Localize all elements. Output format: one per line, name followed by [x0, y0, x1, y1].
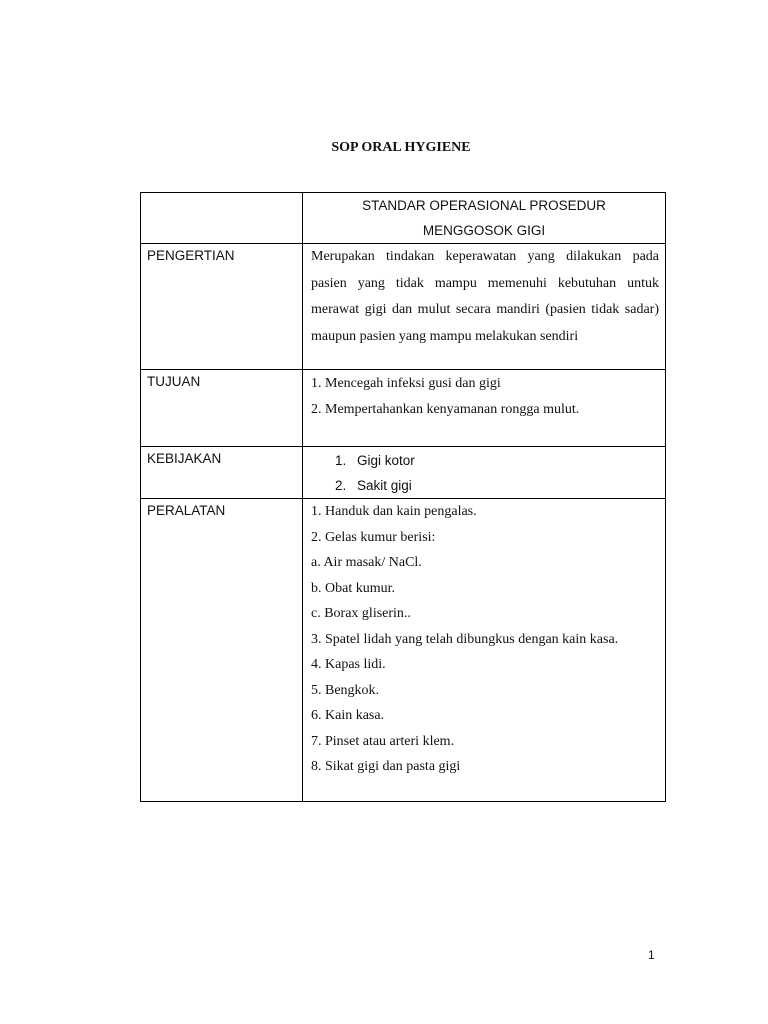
- peralatan-item: 7. Pinset atau arteri klem.: [311, 733, 455, 749]
- header-line-1: STANDAR OPERASIONAL PROSEDUR: [362, 198, 606, 213]
- peralatan-item: 3. Spatel lidah yang telah dibungkus dengan kain kasa.: [311, 631, 619, 647]
- tujuan-item: 2. Mempertahankan kenyamanan rongga mulut.: [311, 401, 580, 417]
- pengertian-text: Merupakan tindakan keperawatan yang dilakukan pada pasien yang tidak mampu memenuhi kebutuhan untuk merawat gigi dan mulut secara mandiri (pasien tidak sadar) maupun pasien yang mampu melakukan sendiri: [303, 244, 666, 370]
- peralatan-item: b. Obat kumur.: [311, 580, 395, 596]
- peralatan-item: a. Air masak/ NaCl.: [311, 555, 422, 570]
- row-label-tujuan: TUJUAN: [141, 370, 303, 447]
- kebijakan-item: [311, 473, 659, 498]
- table-row-kebijakan: [141, 447, 666, 499]
- header-empty-cell: [141, 193, 303, 244]
- kebijakan-content: [303, 447, 666, 499]
- table-row-tujuan: [141, 370, 666, 447]
- peralatan-item: c. Borax gliserin..: [311, 606, 411, 621]
- page-number: 1: [648, 948, 655, 962]
- row-label-pengertian: PENGERTIAN: [141, 244, 303, 370]
- header-cell: [303, 193, 666, 244]
- sop-table: [140, 192, 666, 802]
- peralatan-item: 4. Kapas lidi.: [311, 657, 386, 672]
- kebijakan-item-text: Sakit gigi: [357, 478, 412, 493]
- peralatan-item: 5. Bengkok.: [311, 682, 380, 698]
- kebijakan-item: [311, 448, 659, 473]
- tujuan-item: 1. Mencegah infeksi gusi dan gigi: [311, 376, 501, 391]
- table-header-row: [141, 193, 666, 244]
- document-title: SOP ORAL HYGIENE: [331, 140, 471, 155]
- tujuan-content: [303, 370, 666, 447]
- peralatan-item: 8. Sikat gigi dan pasta gigi: [311, 759, 461, 774]
- peralatan-item: 2. Gelas kumur berisi:: [311, 529, 436, 545]
- table-row-pengertian: [141, 244, 666, 370]
- kebijakan-item-text: Gigi kotor: [357, 453, 415, 468]
- row-label-peralatan: PERALATAN: [141, 499, 303, 802]
- peralatan-content: [303, 499, 666, 802]
- kebijakan-item-number: 2.: [335, 478, 347, 493]
- table-row-peralatan: [141, 499, 666, 802]
- header-line-2: MENGGOSOK GIGI: [422, 223, 546, 238]
- peralatan-item: 6. Kain kasa.: [311, 708, 385, 723]
- row-label-kebijakan: KEBIJAKAN: [141, 447, 303, 499]
- kebijakan-item-number: 1.: [335, 453, 347, 468]
- peralatan-item: 1. Handuk dan kain pengalas.: [311, 504, 477, 519]
